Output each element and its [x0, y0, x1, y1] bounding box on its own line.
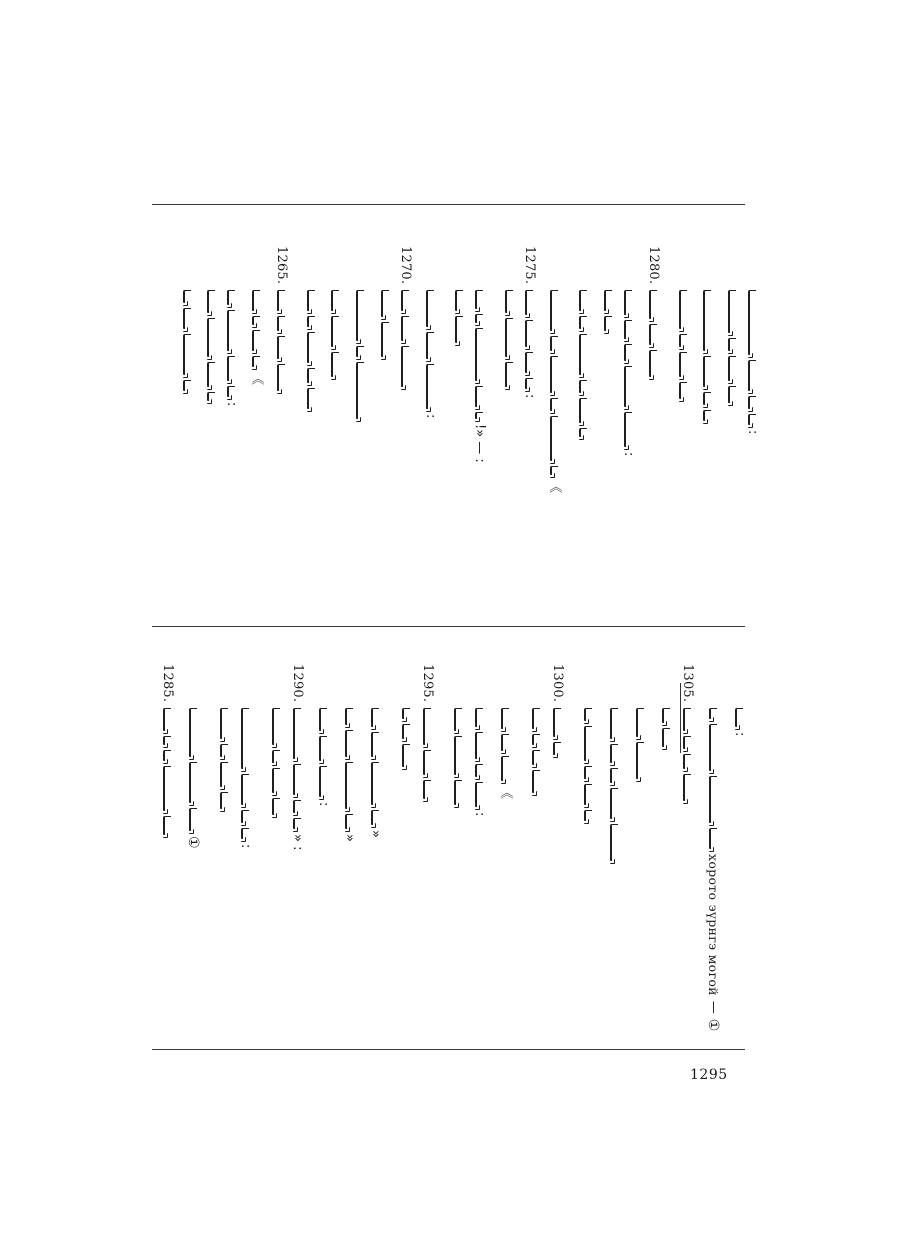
script-word [163, 736, 171, 745]
mongolian-script [288, 708, 306, 850]
footnote-marker: ① [705, 1018, 721, 1032]
script-word [728, 290, 736, 333]
script-word [402, 744, 410, 767]
line-number: 1270. [397, 246, 413, 285]
script-word [553, 708, 561, 737]
script-word [703, 290, 711, 351]
script-word [402, 708, 410, 719]
script-word [636, 742, 644, 779]
script-word [525, 378, 533, 389]
punctuation: : [472, 812, 487, 817]
latin-gloss: хорото эүрнгэ могой [706, 854, 721, 996]
script-word [579, 398, 587, 423]
mongolian-script [649, 290, 657, 377]
script-word [307, 332, 315, 363]
script-word [423, 708, 431, 745]
mongolian-script [421, 290, 439, 418]
script-word [423, 780, 431, 799]
script-word [401, 316, 409, 341]
script-word [426, 290, 434, 327]
script-word [345, 762, 353, 809]
script-word [550, 336, 558, 351]
script-word [183, 380, 191, 391]
script-word [220, 744, 228, 757]
script-word [532, 708, 540, 729]
script-word [703, 356, 711, 387]
script-word [579, 290, 587, 311]
script-word [532, 770, 540, 793]
script-word [709, 724, 717, 771]
script-word [709, 828, 717, 849]
script-word [163, 750, 171, 761]
script-word [252, 290, 260, 311]
line-number: 1275. [521, 246, 537, 285]
script-word [709, 776, 717, 823]
script-word [163, 766, 171, 811]
script-word [163, 708, 171, 731]
punctuation: 《 [249, 372, 264, 386]
mongolian-script [272, 708, 280, 815]
script-word [252, 316, 260, 325]
script-word [371, 732, 379, 757]
footnote-marker: ① [185, 836, 201, 849]
script-word [505, 362, 513, 387]
line-number: 1285. [160, 664, 175, 703]
script-word [624, 412, 632, 447]
script-word [220, 762, 228, 787]
mongolian-script [331, 290, 339, 377]
mongolian-script [222, 290, 240, 406]
script-word [220, 708, 228, 739]
script-word [550, 398, 558, 411]
script-word [189, 808, 197, 831]
script-word [579, 334, 587, 375]
punctuation: : [316, 802, 331, 807]
script-word [748, 396, 756, 409]
script-word [709, 708, 717, 719]
script-word [252, 330, 260, 351]
script-word [183, 334, 191, 375]
mongolian-script [314, 708, 332, 806]
punctuation: : [745, 430, 760, 435]
mongolian-script [455, 290, 463, 343]
script-word [475, 764, 483, 777]
script-word [525, 320, 533, 347]
script-word [703, 392, 711, 405]
mongolian-script [604, 290, 612, 331]
script-word [402, 724, 410, 739]
script-word [610, 824, 618, 861]
script-word [307, 368, 315, 383]
script-word [277, 316, 285, 331]
mongolian-script [340, 708, 358, 842]
script-word [505, 290, 513, 313]
script-word [277, 336, 285, 359]
script-word [189, 762, 197, 803]
script-word [610, 708, 618, 739]
script-word [679, 352, 687, 377]
script-word [454, 708, 462, 731]
mongolian-script [532, 708, 540, 793]
mongolian-script [163, 708, 171, 835]
mongolian-script [679, 290, 687, 399]
script-word [293, 764, 301, 795]
mongolian-script [247, 290, 265, 385]
mongolian-script [277, 290, 285, 391]
script-word [584, 784, 592, 805]
script-word [401, 290, 409, 311]
script-word [401, 346, 409, 387]
mongolian-script [505, 290, 513, 387]
script-word [371, 762, 379, 805]
mongolian-script [545, 290, 563, 493]
script-word [649, 350, 657, 377]
script-word [525, 290, 533, 315]
script-word [163, 816, 171, 835]
script-word [475, 782, 483, 807]
line-number: 1265. [273, 246, 289, 285]
script-word [475, 328, 483, 381]
punctuation: : [732, 732, 747, 737]
dash: — [706, 1000, 721, 1014]
script-word [381, 290, 389, 317]
mongolian-script [470, 290, 488, 463]
script-word [272, 750, 280, 763]
script-word [227, 356, 235, 381]
script-word [345, 814, 353, 829]
script-word [610, 768, 618, 783]
script-word [272, 798, 280, 815]
script-word [579, 316, 587, 329]
punctuation: 《 [498, 786, 513, 800]
script-word [319, 766, 327, 797]
script-word [277, 290, 285, 311]
script-word [649, 324, 657, 345]
mongolian-script [307, 290, 315, 409]
punctuation: : [521, 394, 537, 399]
script-word [272, 708, 280, 745]
line-number: 1280. [645, 246, 661, 285]
script-word [679, 334, 687, 347]
mongolian-script [584, 708, 592, 821]
script-word [624, 366, 632, 407]
script-word [293, 708, 301, 759]
script-word [475, 386, 483, 407]
mongolian-script [184, 708, 202, 849]
script-word [189, 708, 197, 757]
punctuation: : [224, 402, 240, 407]
script-word [728, 356, 736, 381]
script-word [455, 316, 463, 343]
script-word [331, 316, 339, 347]
line-number: 1290. [290, 664, 305, 703]
script-word [227, 386, 235, 397]
script-word [241, 828, 249, 839]
mongolian-script [662, 708, 670, 747]
script-word [501, 756, 509, 781]
script-word [624, 320, 632, 339]
mongolian-script [636, 708, 644, 779]
script-word [241, 774, 249, 805]
script-word [579, 380, 587, 393]
mongolian-script [728, 290, 736, 403]
script-word [381, 322, 389, 357]
script-word [584, 766, 592, 779]
script-word [319, 708, 327, 731]
script-word [356, 346, 364, 357]
script-word [728, 338, 736, 351]
punctuation: !» — : [472, 424, 488, 463]
script-word [345, 708, 353, 725]
mongolian-script [619, 290, 637, 456]
script-word [532, 734, 540, 745]
line-number: 1295. [420, 664, 435, 703]
script-word [183, 308, 191, 329]
script-word [426, 332, 434, 359]
script-word [579, 428, 587, 437]
script-word [683, 754, 691, 769]
script-word [679, 382, 687, 399]
mongolian-script [704, 708, 722, 1031]
script-word [550, 356, 558, 393]
script-word [624, 290, 632, 315]
bottom-rule [152, 1049, 745, 1050]
script-word [662, 708, 670, 723]
script-word [550, 466, 558, 475]
punctuation: » : [290, 834, 305, 851]
script-word [525, 352, 533, 373]
script-word [604, 290, 612, 311]
mongolian-script [183, 290, 191, 391]
punctuation: : [238, 844, 253, 849]
punctuation: » [368, 830, 383, 838]
script-word [371, 708, 379, 727]
script-word [683, 708, 691, 731]
mongolian-script [454, 708, 462, 805]
script-word [207, 362, 215, 387]
mongolian-script [703, 290, 711, 421]
page-number: 1295 [690, 1067, 728, 1083]
line-number: 1300. [550, 664, 565, 703]
mongolian-script [356, 290, 364, 419]
line-number: 1305. [680, 664, 695, 703]
mongolian-script [401, 290, 409, 387]
script-word [331, 290, 339, 311]
mongolian-script [496, 708, 514, 799]
script-word [624, 344, 632, 361]
mongolian-script [520, 290, 538, 398]
script-word [252, 356, 260, 367]
mongolian-script [610, 708, 618, 861]
script-word [220, 792, 228, 809]
script-word [227, 310, 235, 351]
script-word [475, 708, 483, 727]
script-word [475, 314, 483, 323]
script-word [356, 362, 364, 419]
script-word [683, 774, 691, 801]
script-word [505, 318, 513, 357]
script-word [649, 290, 657, 319]
script-word [277, 364, 285, 391]
punctuation: » [342, 834, 357, 842]
mongolian-script [402, 708, 410, 767]
script-word [293, 818, 301, 829]
script-word [331, 352, 339, 377]
script-word [735, 708, 743, 727]
middle-rule [152, 626, 745, 627]
mongolian-script [579, 290, 587, 437]
mongolian-script [683, 708, 691, 801]
script-word [475, 732, 483, 759]
mongolian-script [220, 708, 228, 809]
mongolian-script [730, 708, 748, 736]
punctuation: : [621, 452, 636, 457]
script-word [345, 730, 353, 757]
script-word [748, 360, 756, 391]
mongolian-script [553, 708, 561, 755]
script-word [584, 726, 592, 761]
mongolian-script [366, 708, 384, 838]
script-word [532, 750, 540, 765]
script-word [475, 412, 483, 419]
script-word [454, 736, 462, 775]
script-word [272, 768, 280, 793]
script-word [550, 290, 558, 331]
script-word [703, 410, 711, 421]
script-word [319, 736, 327, 761]
script-word [455, 290, 463, 311]
script-word [610, 744, 618, 763]
top-rule [152, 204, 745, 205]
script-word [662, 728, 670, 747]
script-word [610, 788, 618, 819]
mongolian-script [470, 708, 488, 816]
script-word [553, 742, 561, 755]
script-word [584, 708, 592, 721]
script-word [501, 734, 509, 751]
script-word [679, 290, 687, 329]
mongolian-script [236, 708, 254, 848]
script-word [183, 290, 191, 303]
script-word [728, 386, 736, 403]
script-word [207, 290, 215, 313]
script-word [683, 736, 691, 749]
script-word [307, 290, 315, 311]
script-word [207, 392, 215, 401]
mongolian-script [743, 290, 761, 434]
script-word [475, 290, 483, 309]
script-word [748, 290, 756, 355]
script-word [227, 290, 235, 305]
script-word [241, 810, 249, 823]
script-word [423, 750, 431, 775]
script-word [454, 780, 462, 805]
script-word [356, 290, 364, 341]
punctuation: 《 [546, 480, 562, 494]
mongolian-script [207, 290, 215, 401]
mongolian-script [381, 290, 389, 357]
script-word [293, 800, 301, 813]
mongolian-script [423, 708, 431, 799]
script-word [636, 708, 644, 737]
script-word [241, 708, 249, 769]
punctuation: : [422, 414, 438, 419]
script-word [307, 388, 315, 409]
script-word [584, 810, 592, 821]
script-word [604, 316, 612, 331]
script-word [501, 708, 509, 729]
script-word [748, 414, 756, 425]
script-word [207, 318, 215, 357]
script-word [307, 316, 315, 327]
script-word [550, 416, 558, 461]
script-word [426, 364, 434, 409]
script-word [371, 810, 379, 825]
